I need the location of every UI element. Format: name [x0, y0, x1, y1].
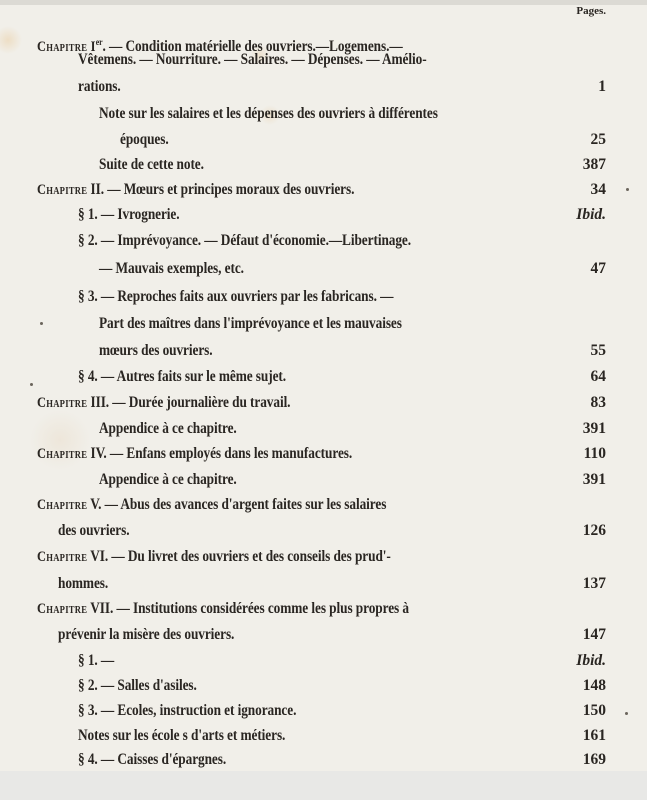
toc-entry-line: rations. — [78, 78, 121, 95]
toc-entry-section: § 3. — Ecoles, instruction et ignorance. — [78, 702, 297, 719]
paper-speck — [30, 383, 33, 386]
entry-text: V. — Abus des avances d'argent faites sur les salaires — [87, 496, 387, 513]
paper-speck — [625, 712, 628, 715]
paper-speck — [40, 322, 43, 325]
page-number-ibid: Ibid. — [576, 652, 606, 669]
toc-entry-section: § 2. — Imprévoyance. — Défaut d'économie.—Libertinage. — [78, 232, 412, 249]
page-number: 64 — [590, 368, 606, 385]
toc-entry-line: hommes. — [58, 575, 109, 592]
toc-entry-section: § 3. — Reproches faits aux ouvriers par les fabricans. — — [78, 288, 394, 305]
toc-entry-line: Part des maîtres dans l'imprévoyance et les mauvaises — [99, 315, 402, 332]
chapter-label: Chapitre — [37, 601, 88, 617]
toc-entry-line: mœurs des ouvriers. — [99, 342, 213, 359]
page-number: 391 — [582, 471, 606, 488]
page-number: 1 — [598, 78, 606, 95]
toc-entry-section: § 2. — Salles d'asiles. — [78, 677, 197, 694]
entry-text: II. — Mœurs et principes moraux des ouvriers. — [87, 181, 355, 198]
chapter-superscript: er — [95, 37, 103, 47]
page-number: 169 — [582, 751, 606, 768]
page-number: 25 — [590, 131, 606, 148]
toc-entry-chapter-5 — [37, 495, 386, 515]
entry-text: IV. — Enfans employés dans les manufactures. — [87, 445, 353, 462]
page-number: 55 — [590, 342, 606, 359]
chapter-label: Chapitre I — [37, 39, 96, 55]
page-number: 150 — [582, 702, 606, 719]
chapter-label: Chapitre — [37, 446, 88, 462]
page-number: 387 — [582, 156, 606, 173]
entry-text: III. — Durée journalière du travail. — [87, 394, 291, 411]
page-number: 161 — [582, 727, 606, 744]
toc-entry-line: Appendice à ce chapitre. — [99, 420, 237, 437]
toc-entry-section: § 4. — Caisses d'épargnes. — [78, 751, 227, 768]
page-number: 148 — [582, 677, 606, 694]
toc-entry-section: § 1. — Ivrognerie. — [78, 206, 180, 223]
chapter-label: Chapitre — [37, 182, 88, 198]
chapter-label: Chapitre — [37, 549, 88, 565]
toc-entry-chapter-4 — [37, 444, 352, 464]
chapter-label: Chapitre — [37, 395, 88, 411]
toc-entry-line: Note sur les salaires et les dépenses des ouvriers à différentes — [99, 105, 438, 122]
chapter-label: Chapitre — [37, 497, 88, 513]
entry-text: . — Condition matérielle des ouvriers.—Logemens.— — [102, 38, 403, 55]
page-number: 147 — [582, 626, 606, 643]
toc-entry-line: Vêtemens. — Nourriture. — Salaires. — Dépenses. — Amélio- — [78, 51, 427, 68]
toc-entry-line: — Mauvais exemples, etc. — [99, 260, 244, 277]
page-number-ibid: Ibid. — [576, 206, 606, 223]
toc-entry-chapter-7 — [37, 599, 409, 619]
toc-entry-line: époques. — [120, 131, 169, 148]
toc-entry-line: prévenir la misère des ouvriers. — [58, 626, 235, 643]
toc-entry-line: Notes sur les école s d'arts et métiers. — [78, 727, 286, 744]
toc-entry-line: des ouvriers. — [58, 522, 130, 539]
page-number: 47 — [590, 260, 606, 277]
toc-entry-line: Appendice à ce chapitre. — [99, 471, 237, 488]
paper-speck — [626, 188, 629, 191]
toc-entry-section: § 4. — Autres faits sur le même sujet. — [78, 368, 287, 385]
toc-entry-chapter-2 — [37, 180, 354, 200]
entry-text: VII. — Institutions considérées comme les plus propres à — [87, 600, 409, 617]
toc-entry-section: § 1. — — [78, 652, 115, 669]
toc-entry-line: Suite de cette note. — [99, 156, 204, 173]
page-number: 83 — [590, 394, 606, 411]
page-number: 34 — [590, 181, 606, 198]
toc-entry-chapter-6 — [37, 547, 391, 567]
entry-text: VI. — Du livret des ouvriers et des conseils des prud'- — [87, 548, 391, 565]
page-number: 126 — [582, 522, 606, 539]
page-number: 391 — [582, 420, 606, 437]
page-number: 110 — [583, 445, 606, 462]
pages-column-header: Pages. — [576, 5, 606, 17]
page-number: 137 — [582, 575, 606, 592]
toc-entry-chapter-3 — [37, 393, 290, 413]
viewer-background — [0, 771, 647, 800]
